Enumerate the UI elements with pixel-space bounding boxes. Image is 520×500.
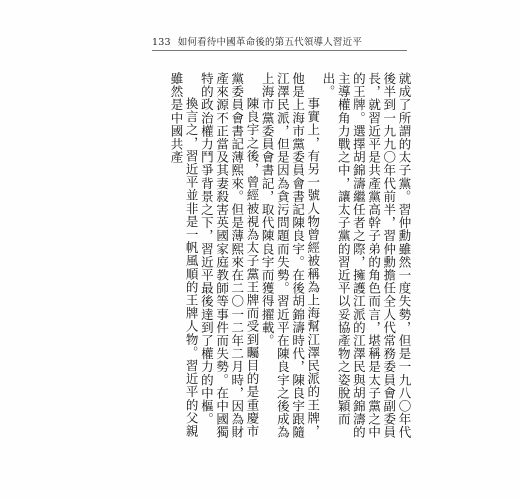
page-number: 133 [152, 37, 171, 48]
paragraph: 事實上，有另一號人物曾經被稱為上海幫江澤民派的王牌，他是上海市黨委員會書記陳良宇。在後胡錦濤時代，陳良宇跟隨江澤民派，但是因為貪污問題而失勢。習近平在陳良宇之後成為上海市黨委員會書記，取代陳良宇而獲得擢載。 [260, 72, 321, 439]
paragraph: 就成了所謂的太子黨。習仲勳雖然一度失勢，但是一九八〇年代後半到一九九〇年代前半，習仲勳擔任全人代常務委員會副委員長，就習近平是共產黨高幹子弟的角色而言，堪稱是太子黨之中的王牌。選擇胡錦濤繼任者之際，擁護江派的江澤民與胡錦濤的主導權角力戰之中，讓太子黨的習近平以妥協產物之姿脫穎而出。 [320, 72, 412, 439]
paragraph: 換言之，習近平並非是一帆風順的王牌人物。習近平的父親雖然是中國共產 [168, 72, 200, 438]
page-header [152, 34, 362, 48]
paragraph: 陳良宇之後，曾經被視為太子黨王牌而受到矚目的是重慶市黨委員會書記薄熙來。但是薄熙來在二〇一二年二月時，因為財產來源不正當及其妻殺害英國家庭教師等事件而失勢。在中國獨特的政治權力鬥爭背景之下，習近平最後達到了權力的中樞。 [199, 72, 260, 439]
header-rule [152, 50, 407, 51]
vertical-body-text [169, 72, 412, 444]
running-title: 如何看待中國革命後的第五代領導人習近平 [177, 37, 363, 48]
